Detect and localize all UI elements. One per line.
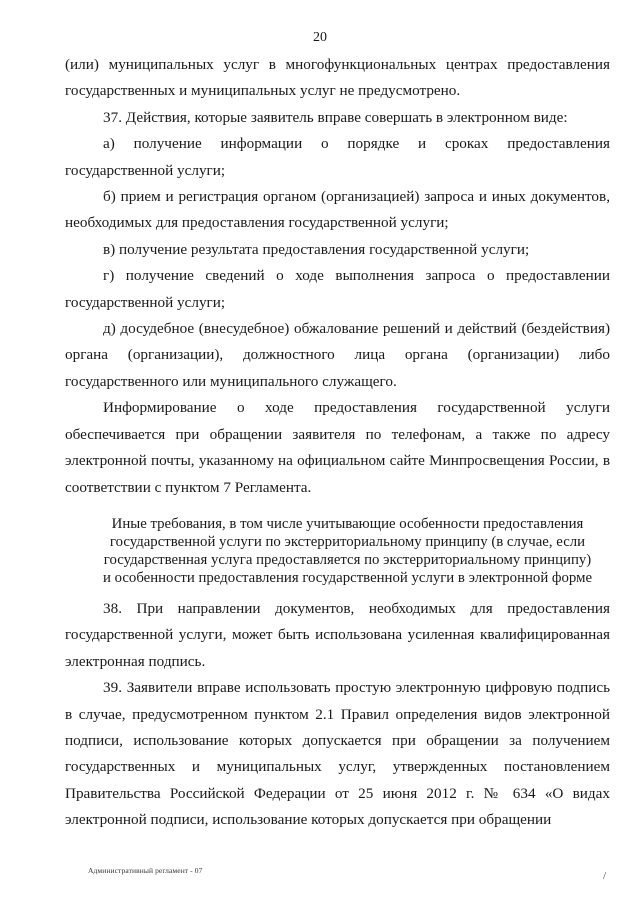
paragraph-38: 38. При направлении документов, необходимых для предоставления государственной услуги, может быть использована усиленная квалифицированная электронная подпись.: [65, 600, 610, 670]
section-signatures: [65, 596, 610, 834]
paragraph-37: 37. Действия, которые заявитель вправе совершать в электронном виде:: [103, 108, 568, 126]
list-item-b: б) прием и регистрация органом (организацией) запроса и иных документов, необходимых для предоставления государственной услуги;: [65, 188, 610, 232]
section-availability: [65, 52, 610, 501]
paragraph-39: 39. Заявители вправе использовать простую электронную цифровую подпись в случае, предусмотренном пунктом 2.1 Правил определения видов электронной подписи, использование которых допускается при обращении за получением государственных и муниципальных услуг, утвержденных постановлением Правительства Российской Федерации от 25 июня 2012 г. № 634 «О видах электронной подписи, использование которых допускается при обращении: [65, 679, 610, 829]
footer-label: Административный регламент - 07: [88, 866, 203, 875]
list-item-g: г) получение сведений о ходе выполнения запроса о предоставлении государственной услуги;: [65, 267, 610, 311]
heading-line: и особенности предоставления государственной услуги в электронной форме: [102, 570, 593, 586]
list-item-a: а) получение информации о порядке и сроках предоставления государственной услуги;: [65, 135, 610, 179]
heading-line: государственной услуги по экстерриториальному принципу (в случае, если: [109, 534, 586, 550]
section-heading: [90, 515, 605, 587]
corner-mark: /: [603, 870, 607, 882]
heading-line: государственная услуга предоставляется по экстерриториальному принципу): [103, 552, 592, 568]
list-item-d: д) досудебное (внесудебное) обжалование решений и действий (бездействия) органа (организации), должностного лица органа (организации) либо государственного или муниципального служащего.: [65, 320, 610, 390]
paragraph-informing: Информирование о ходе предоставления государственной услуги обеспечивается при обращении заявителя по телефонам, а также по адресу электронной почты, указанному на официальном сайте Минпросвещения России, в соответствии с пунктом 7 Регламента.: [65, 399, 610, 496]
paragraph-continuation: (или) муниципальных услуг в многофункциональных центрах предоставления государственных и муниципальных услуг не предусмотрено.: [65, 56, 610, 100]
heading-line: Иные требования, в том числе учитывающие особенности предоставления: [111, 516, 584, 532]
page-number: 20: [313, 30, 327, 45]
list-item-v: в) получение результата предоставления государственной услуги;: [103, 240, 530, 258]
